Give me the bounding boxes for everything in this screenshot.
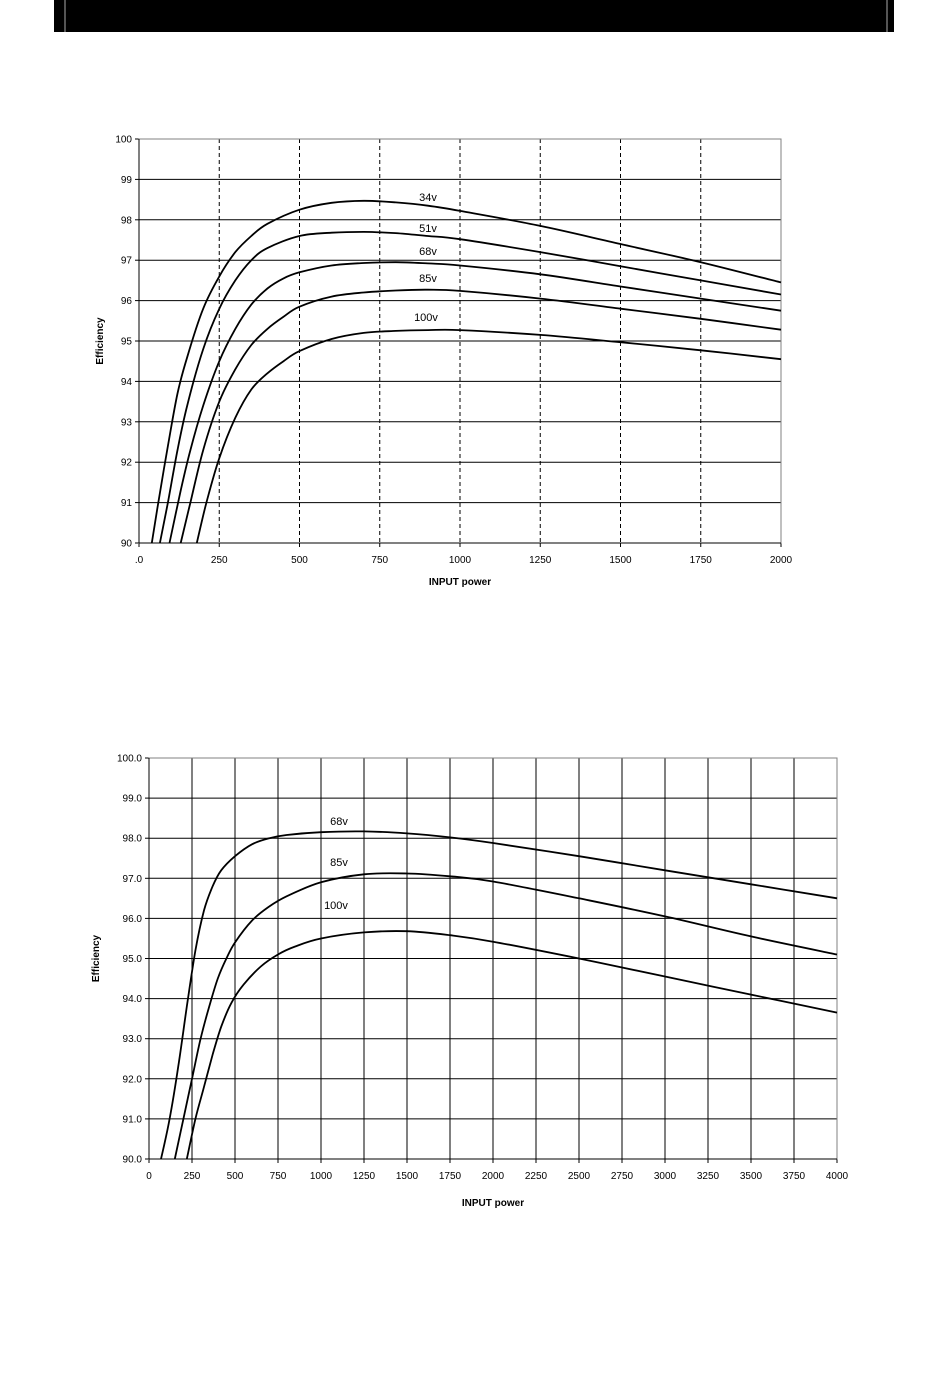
chart1-x-tick-label: 1500 [609,555,632,566]
chart2-x-tick-label: 4000 [825,1171,849,1182]
chart2-x-tick-label: 3000 [653,1171,677,1182]
chart2-y-tick-label: 93.0 [122,1034,142,1046]
chart1-x-axis-title: INPUT power [428,577,492,588]
chart2-x-tick-label: 2500 [567,1171,591,1182]
chart2-y-axis-title: Efficiency [91,934,102,983]
chart2-y-tick-label: 100.0 [116,753,142,765]
chart2-x-tick-label: 3250 [696,1171,720,1182]
chart1-y-tick-label: 97 [120,255,132,267]
chart1-y-tick-label: 90 [120,538,132,550]
chart2-x-tick-label: 250 [183,1171,201,1182]
chart1-x-tick-label: 2000 [769,555,793,566]
chart2-x-tick-label: 500 [226,1171,244,1182]
chart1-y-tick-label: 96 [120,296,132,308]
chart1-y-tick-label: 99 [120,174,132,186]
chart1-x-tick-label: 750 [371,555,389,566]
chart2-series-label: 68v [330,816,348,828]
chart2-x-tick-label: 1750 [438,1171,462,1182]
chart1-series-label: 68v [419,246,437,258]
chart2-series-line-100v [187,931,837,1159]
chart1-series-label: 100v [414,312,438,324]
chart2-y-tick-label: 91.0 [122,1114,142,1126]
chart2-y-tick-label: 96.0 [122,913,142,925]
chart2-x-tick-label: 1500 [395,1171,419,1182]
chart2-x-tick-label: 0 [146,1171,152,1182]
chart2-x-tick-label: 1250 [352,1171,376,1182]
chart1-x-tick-label: 1250 [529,555,552,566]
chart2-y-tick-label: 92.0 [122,1074,142,1086]
chart2-x-tick-label: 2250 [524,1171,548,1182]
chart1-y-tick-label: 94 [120,376,132,388]
chart1-x-tick-label: 500 [291,555,308,566]
chart1-x-tick-label: .0 [134,555,144,566]
chart1-y-tick-label: 91 [120,498,132,510]
chart2-x-tick-label: 2750 [610,1171,634,1182]
chart2-y-tick-label: 98.0 [122,833,142,845]
chart1-y-tick-label: 92 [120,457,132,469]
chart1-series-label: 51v [419,223,437,235]
chart1-series-label: 85v [419,273,437,285]
chart2-x-tick-label: 3500 [739,1171,763,1182]
chart2-y-tick-label: 99.0 [122,793,142,805]
chart1-series-label: 34v [419,192,437,204]
chart2-series-line-85v [175,873,837,1159]
chart1-x-tick-label: 250 [210,555,228,566]
chart1-y-tick-label: 98 [120,215,132,227]
chart1-y-axis-title: Efficiency [95,317,106,365]
chart2-y-tick-label: 94.0 [122,994,142,1006]
chart1-x-tick-label: 1750 [689,555,712,566]
chart1-series-line-68v [170,262,782,543]
chart1-x-tick-label: 1000 [448,555,472,566]
chart1-series-line-85v [181,290,781,543]
chart2-y-tick-label: 95.0 [122,954,142,965]
chart2-series-label: 85v [330,857,348,869]
chart1-y-tick-label: 95 [120,336,132,348]
chart1-series-line-100v [197,330,781,543]
chart2-x-tick-label: 1000 [309,1171,333,1182]
chart2-series-line-68v [161,831,837,1159]
chart2-y-tick-label: 90.0 [122,1154,142,1166]
chart2-y-tick-label: 97.0 [122,873,142,885]
chart1-series-line-34v [152,201,781,543]
chart2-x-tick-label: 2000 [481,1171,505,1182]
chart1-y-tick-label: 93 [120,417,132,429]
chart2-x-tick-label: 3750 [782,1171,806,1182]
chart2-x-axis-title: INPUT power [461,1198,525,1209]
chart2-x-tick-label: 750 [269,1171,287,1182]
chart1-y-tick-label: 100 [115,134,132,146]
chart2-series-label: 100v [324,900,348,912]
